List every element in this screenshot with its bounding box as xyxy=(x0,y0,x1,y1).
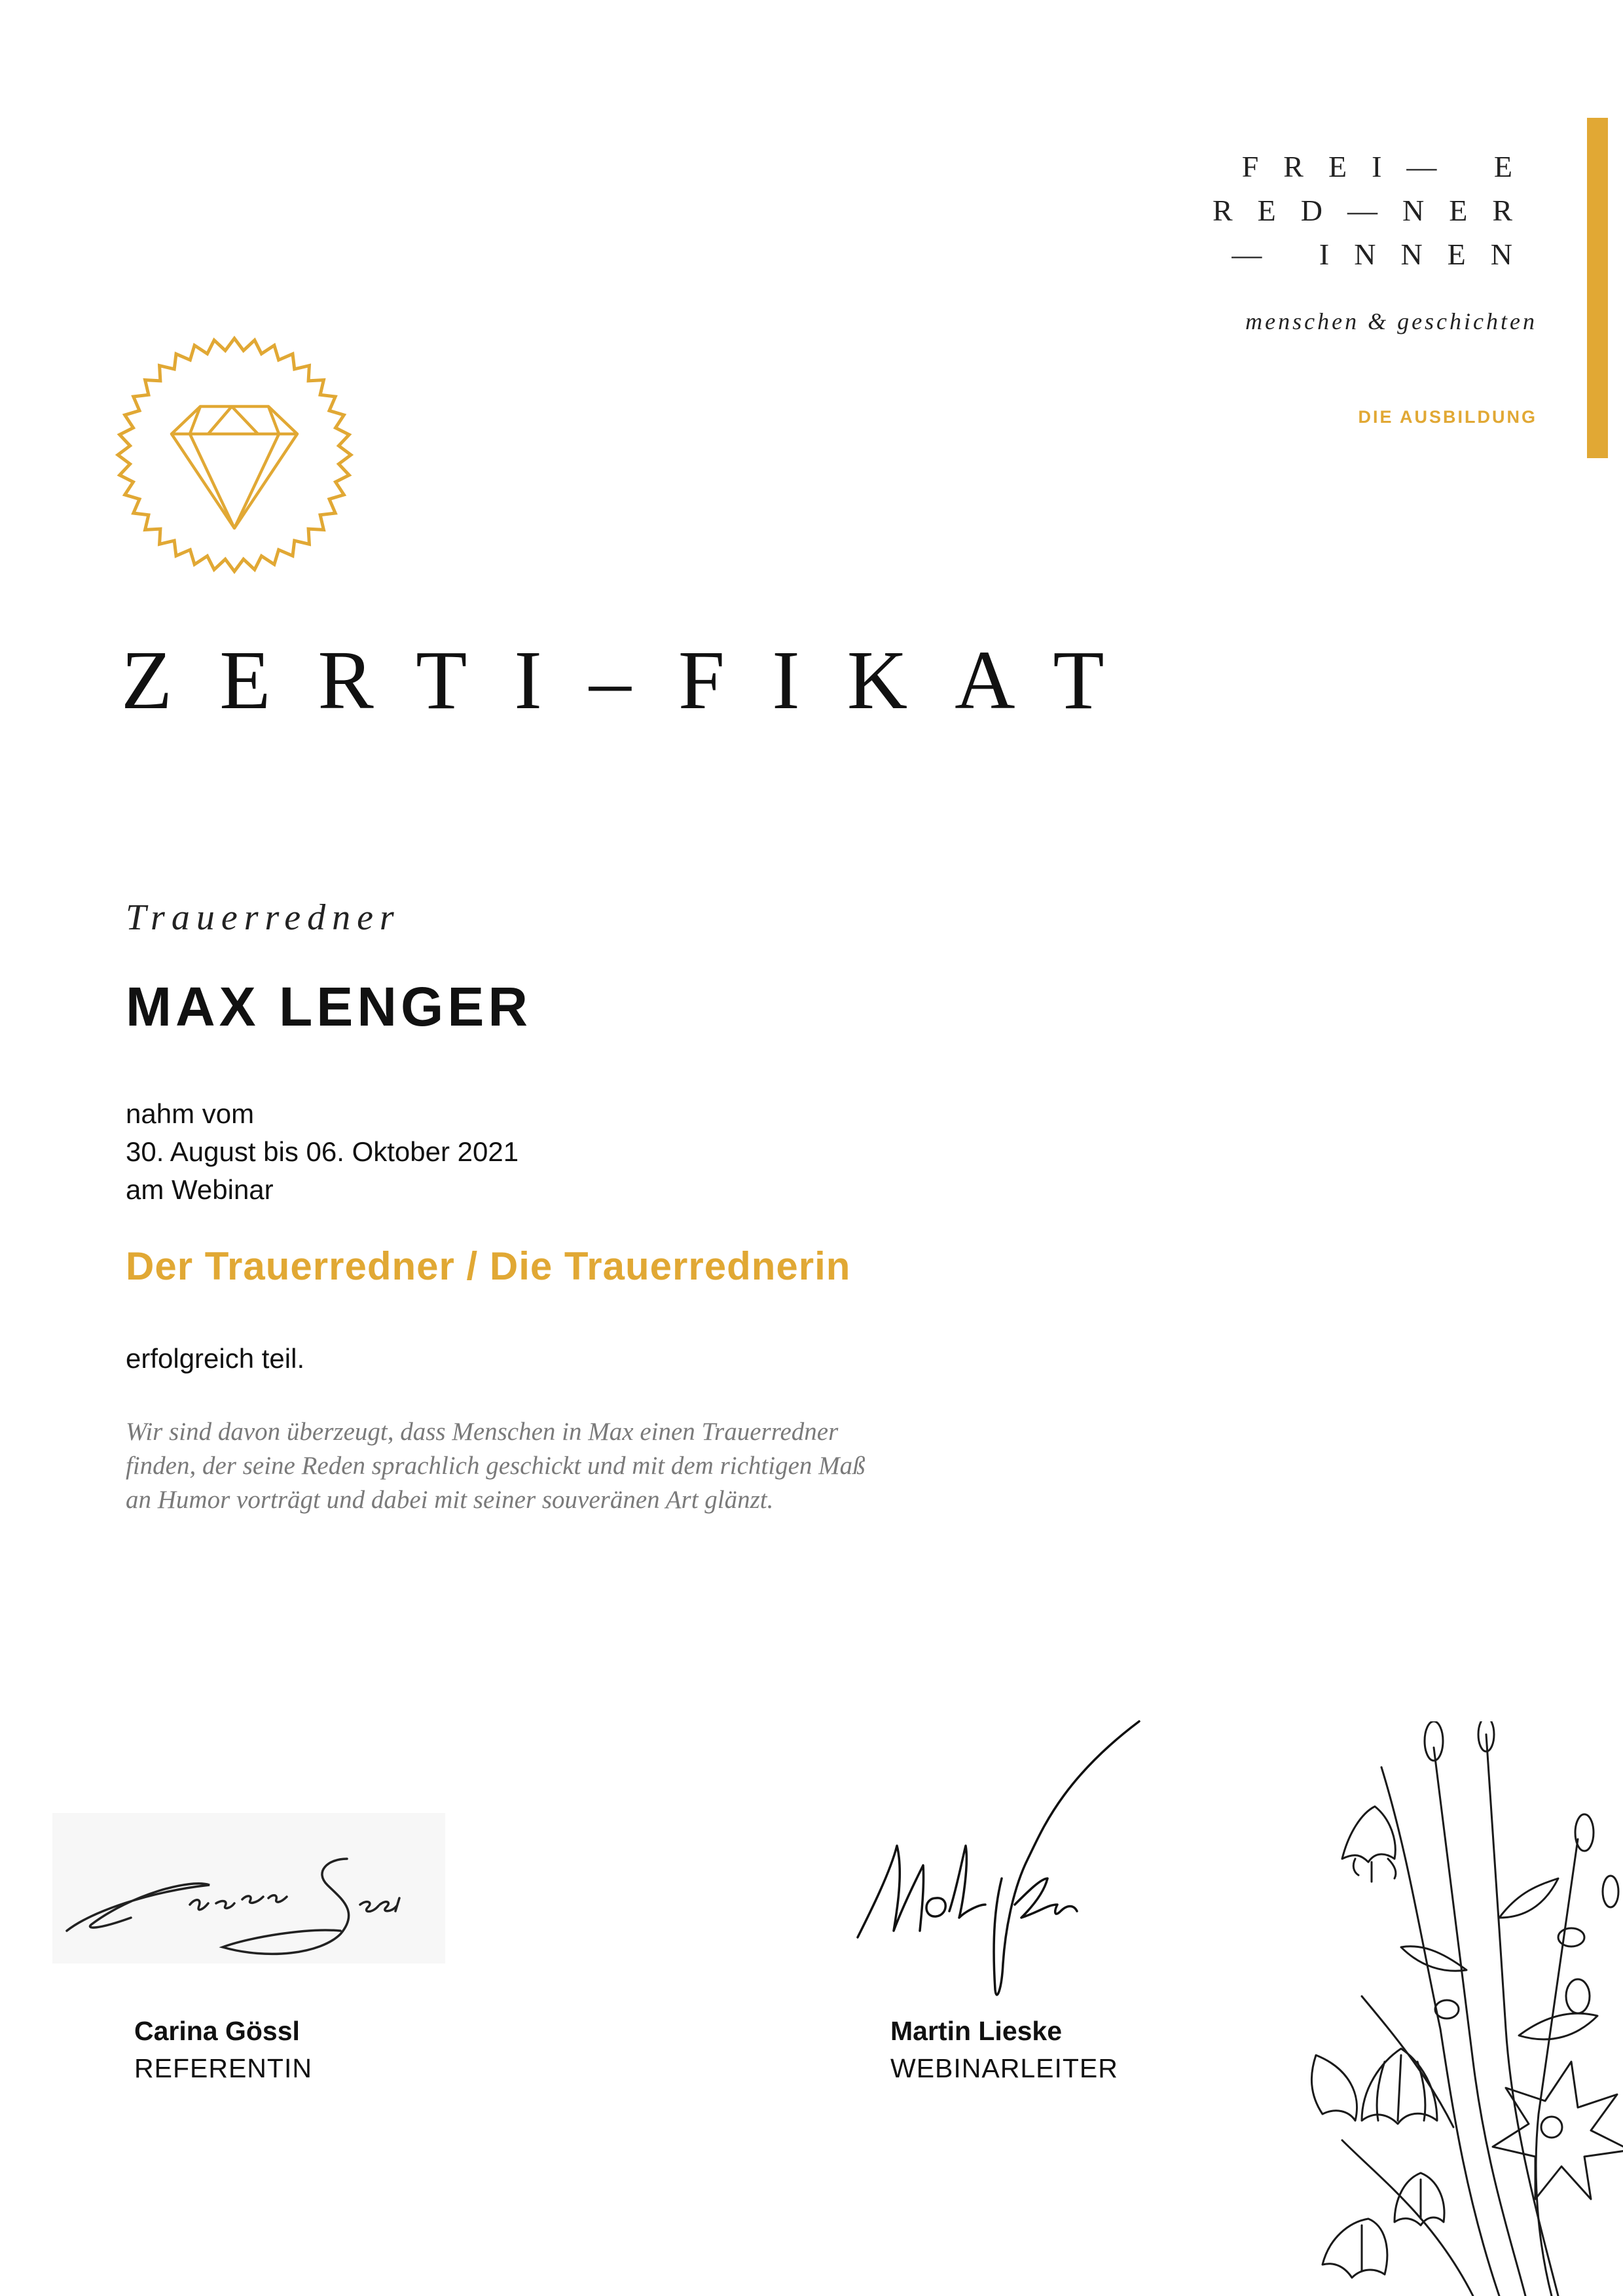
brand-tagline: menschen & geschichten xyxy=(1245,308,1537,334)
brand-accent-bar xyxy=(1587,118,1608,458)
intro-line-1: nahm vom xyxy=(126,1098,255,1129)
logo-line-3: — INNEN xyxy=(1231,238,1537,271)
recommendation-quote: Wir sind davon überzeugt, dass Menschen in Max einen Trauerredner finden, der seine Reden sprachlich geschickt und mit dem richtigen Maß an Humor vorträgt und dabei mit seiner souveränen Art glänzt. xyxy=(126,1418,866,1514)
program-label: DIE AUSBILDUNG xyxy=(1358,407,1537,427)
diamond-seal-icon xyxy=(110,331,359,579)
signatory-role-1: REFERENTIN xyxy=(134,2053,312,2083)
logo-line-1: FREI— E xyxy=(1241,150,1537,183)
signature-carina-goessl xyxy=(52,1813,445,1964)
intro-line-2: 30. August bis 06. Oktober 2021 xyxy=(126,1136,519,1167)
certificate-title: ZERTI–FIKAT xyxy=(121,634,1152,726)
course-title: Der Trauerredner / Die Trauerrednerin xyxy=(126,1244,851,1288)
signatory-role-2: WEBINARLEITER xyxy=(890,2053,1118,2083)
signatory-name-1: Carina Gössl xyxy=(134,2016,300,2046)
recipient-name: MAX LENGER xyxy=(126,976,532,1037)
logo-line-2: RED—NER xyxy=(1213,194,1537,227)
intro-line-3: am Webinar xyxy=(126,1174,274,1205)
signatory-name-2: Martin Lieske xyxy=(890,2016,1063,2046)
signature-martin-lieske xyxy=(851,1715,1152,2003)
flower-illustration xyxy=(1303,1721,1623,2296)
recipient-role: Trauerredner xyxy=(126,897,401,938)
completion-text: erfolgreich teil. xyxy=(126,1343,305,1374)
